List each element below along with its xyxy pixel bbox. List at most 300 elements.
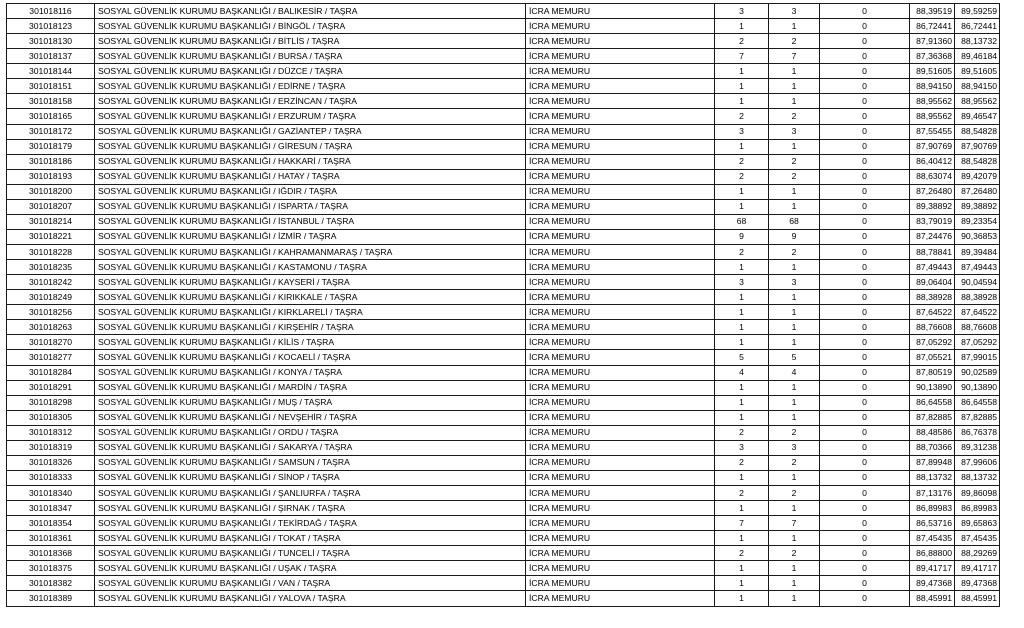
placed-cell: 1 [769,139,820,154]
vacant-cell: 0 [820,486,910,501]
placement-results-table [6,3,1000,607]
table-row [7,245,1000,260]
min-score-cell: 87,13176 [910,486,955,501]
position-code-cell: 301018333 [7,470,95,485]
min-score-cell: 87,90769 [910,139,955,154]
min-score-cell: 87,82885 [910,410,955,425]
title-cell: İCRA MEMURU [526,425,715,440]
table-row [7,440,1000,455]
max-score-cell: 88,76608 [955,320,1000,335]
min-score-cell: 88,70366 [910,440,955,455]
title-cell: İCRA MEMURU [526,245,715,260]
vacant-cell: 0 [820,229,910,244]
vacant-cell: 0 [820,516,910,531]
max-score-cell: 87,99015 [955,350,1000,365]
table-row [7,305,1000,320]
placed-cell: 1 [769,64,820,79]
vacant-cell: 0 [820,320,910,335]
table-row [7,260,1000,275]
title-cell: İCRA MEMURU [526,79,715,94]
table-row [7,365,1000,380]
quota-cell: 3 [715,275,769,290]
institution-cell: SOSYAL GÜVENLİK KURUMU BAŞKANLIĞI / VAN / TAŞRA [95,576,526,591]
table-row [7,19,1000,34]
quota-cell: 2 [715,34,769,49]
min-score-cell: 86,40412 [910,154,955,169]
institution-cell: SOSYAL GÜVENLİK KURUMU BAŞKANLIĞI / SAKARYA / TAŞRA [95,440,526,455]
position-code-cell: 301018214 [7,214,95,229]
position-code-cell: 301018326 [7,455,95,470]
title-cell: İCRA MEMURU [526,4,715,19]
quota-cell: 1 [715,79,769,94]
min-score-cell: 88,48586 [910,425,955,440]
vacant-cell: 0 [820,139,910,154]
institution-cell: SOSYAL GÜVENLİK KURUMU BAŞKANLIĞI / IĞDIR / TAŞRA [95,184,526,199]
quota-cell: 1 [715,305,769,320]
position-code-cell: 301018116 [7,4,95,19]
institution-cell: SOSYAL GÜVENLİK KURUMU BAŞKANLIĞI / KİLİS / TAŞRA [95,335,526,350]
institution-cell: SOSYAL GÜVENLİK KURUMU BAŞKANLIĞI / KAHRAMANMARAŞ / TAŞRA [95,245,526,260]
max-score-cell: 88,95562 [955,94,1000,109]
position-code-cell: 301018193 [7,169,95,184]
max-score-cell: 88,38928 [955,290,1000,305]
institution-cell: SOSYAL GÜVENLİK KURUMU BAŞKANLIĞI / ŞIRNAK / TAŞRA [95,501,526,516]
placed-cell: 2 [769,245,820,260]
table-row [7,410,1000,425]
institution-cell: SOSYAL GÜVENLİK KURUMU BAŞKANLIĞI / İSTANBUL / TAŞRA [95,214,526,229]
placed-cell: 2 [769,486,820,501]
vacant-cell: 0 [820,260,910,275]
max-score-cell: 87,99606 [955,455,1000,470]
institution-cell: SOSYAL GÜVENLİK KURUMU BAŞKANLIĞI / ERZURUM / TAŞRA [95,109,526,124]
quota-cell: 3 [715,440,769,455]
title-cell: İCRA MEMURU [526,305,715,320]
quota-cell: 1 [715,64,769,79]
position-code-cell: 301018284 [7,365,95,380]
min-score-cell: 88,94150 [910,79,955,94]
quota-cell: 1 [715,139,769,154]
vacant-cell: 0 [820,576,910,591]
quota-cell: 5 [715,350,769,365]
institution-cell: SOSYAL GÜVENLİK KURUMU BAŞKANLIĞI / UŞAK / TAŞRA [95,561,526,576]
placed-cell: 1 [769,470,820,485]
vacant-cell: 0 [820,275,910,290]
title-cell: İCRA MEMURU [526,516,715,531]
institution-cell: SOSYAL GÜVENLİK KURUMU BAŞKANLIĞI / KAYSERİ / TAŞRA [95,275,526,290]
institution-cell: SOSYAL GÜVENLİK KURUMU BAŞKANLIĞI / MUŞ / TAŞRA [95,395,526,410]
vacant-cell: 0 [820,94,910,109]
min-score-cell: 86,64558 [910,395,955,410]
max-score-cell: 88,13732 [955,470,1000,485]
min-score-cell: 89,41717 [910,561,955,576]
quota-cell: 1 [715,470,769,485]
title-cell: İCRA MEMURU [526,546,715,561]
max-score-cell: 89,47368 [955,576,1000,591]
max-score-cell: 90,13890 [955,380,1000,395]
title-cell: İCRA MEMURU [526,380,715,395]
placed-cell: 9 [769,229,820,244]
placed-cell: 5 [769,350,820,365]
placed-cell: 3 [769,4,820,19]
table-row [7,169,1000,184]
vacant-cell: 0 [820,109,910,124]
table-row [7,79,1000,94]
placed-cell: 3 [769,440,820,455]
min-score-cell: 88,13732 [910,470,955,485]
placed-cell: 7 [769,516,820,531]
position-code-cell: 301018151 [7,79,95,94]
min-score-cell: 87,36368 [910,49,955,64]
quota-cell: 2 [715,245,769,260]
quota-cell: 1 [715,591,769,606]
min-score-cell: 86,89983 [910,501,955,516]
title-cell: İCRA MEMURU [526,410,715,425]
placed-cell: 3 [769,275,820,290]
placed-cell: 1 [769,335,820,350]
vacant-cell: 0 [820,4,910,19]
placed-cell: 1 [769,19,820,34]
institution-cell: SOSYAL GÜVENLİK KURUMU BAŞKANLIĞI / ERZİNCAN / TAŞRA [95,94,526,109]
placed-cell: 2 [769,34,820,49]
quota-cell: 1 [715,410,769,425]
position-code-cell: 301018270 [7,335,95,350]
title-cell: İCRA MEMURU [526,455,715,470]
max-score-cell: 89,23354 [955,214,1000,229]
table-row [7,184,1000,199]
table-row [7,335,1000,350]
min-score-cell: 87,89948 [910,455,955,470]
table-row [7,425,1000,440]
vacant-cell: 0 [820,425,910,440]
title-cell: İCRA MEMURU [526,260,715,275]
title-cell: İCRA MEMURU [526,154,715,169]
min-score-cell: 86,53716 [910,516,955,531]
min-score-cell: 87,49443 [910,260,955,275]
vacant-cell: 0 [820,245,910,260]
max-score-cell: 87,82885 [955,410,1000,425]
quota-cell: 2 [715,455,769,470]
table-row [7,576,1000,591]
placed-cell: 1 [769,79,820,94]
table-row [7,395,1000,410]
institution-cell: SOSYAL GÜVENLİK KURUMU BAŞKANLIĞI / ORDU / TAŞRA [95,425,526,440]
placed-cell: 1 [769,561,820,576]
vacant-cell: 0 [820,124,910,139]
max-score-cell: 89,46184 [955,49,1000,64]
quota-cell: 1 [715,19,769,34]
quota-cell: 1 [715,380,769,395]
title-cell: İCRA MEMURU [526,290,715,305]
max-score-cell: 89,42079 [955,169,1000,184]
table-row [7,229,1000,244]
title-cell: İCRA MEMURU [526,94,715,109]
vacant-cell: 0 [820,214,910,229]
table-row [7,516,1000,531]
institution-cell: SOSYAL GÜVENLİK KURUMU BAŞKANLIĞI / KONYA / TAŞRA [95,365,526,380]
table-row [7,109,1000,124]
position-code-cell: 301018130 [7,34,95,49]
max-score-cell: 87,49443 [955,260,1000,275]
title-cell: İCRA MEMURU [526,576,715,591]
quota-cell: 1 [715,576,769,591]
quota-cell: 68 [715,214,769,229]
max-score-cell: 87,05292 [955,335,1000,350]
position-code-cell: 301018389 [7,591,95,606]
min-score-cell: 87,91360 [910,34,955,49]
min-score-cell: 87,24476 [910,229,955,244]
institution-cell: SOSYAL GÜVENLİK KURUMU BAŞKANLIĞI / EDİRNE / TAŞRA [95,79,526,94]
min-score-cell: 88,38928 [910,290,955,305]
max-score-cell: 89,86098 [955,486,1000,501]
position-code-cell: 301018263 [7,320,95,335]
title-cell: İCRA MEMURU [526,229,715,244]
position-code-cell: 301018375 [7,561,95,576]
max-score-cell: 89,31238 [955,440,1000,455]
position-code-cell: 301018158 [7,94,95,109]
table-row [7,380,1000,395]
vacant-cell: 0 [820,290,910,305]
title-cell: İCRA MEMURU [526,214,715,229]
min-score-cell: 88,63074 [910,169,955,184]
vacant-cell: 0 [820,350,910,365]
title-cell: İCRA MEMURU [526,395,715,410]
institution-cell: SOSYAL GÜVENLİK KURUMU BAŞKANLIĞI / SİNOP / TAŞRA [95,470,526,485]
table-row [7,49,1000,64]
table-row [7,4,1000,19]
placed-cell: 1 [769,184,820,199]
position-code-cell: 301018249 [7,290,95,305]
institution-cell: SOSYAL GÜVENLİK KURUMU BAŞKANLIĞI / TUNCELİ / TAŞRA [95,546,526,561]
vacant-cell: 0 [820,501,910,516]
quota-cell: 1 [715,335,769,350]
max-score-cell: 89,46547 [955,109,1000,124]
table-row [7,531,1000,546]
institution-cell: SOSYAL GÜVENLİK KURUMU BAŞKANLIĞI / SAMSUN / TAŞRA [95,455,526,470]
table-row [7,34,1000,49]
institution-cell: SOSYAL GÜVENLİK KURUMU BAŞKANLIĞI / KOCAELİ / TAŞRA [95,350,526,365]
title-cell: İCRA MEMURU [526,169,715,184]
placed-cell: 1 [769,380,820,395]
quota-cell: 2 [715,486,769,501]
table-row [7,320,1000,335]
institution-cell: SOSYAL GÜVENLİK KURUMU BAŞKANLIĞI / BİNGÖL / TAŞRA [95,19,526,34]
placed-cell: 3 [769,124,820,139]
placed-cell: 1 [769,576,820,591]
placed-cell: 2 [769,425,820,440]
quota-cell: 7 [715,49,769,64]
vacant-cell: 0 [820,335,910,350]
position-code-cell: 301018305 [7,410,95,425]
vacant-cell: 0 [820,410,910,425]
min-score-cell: 88,76608 [910,320,955,335]
table-row [7,486,1000,501]
min-score-cell: 83,79019 [910,214,955,229]
quota-cell: 9 [715,229,769,244]
max-score-cell: 87,26480 [955,184,1000,199]
title-cell: İCRA MEMURU [526,440,715,455]
position-code-cell: 301018340 [7,486,95,501]
table-row [7,350,1000,365]
min-score-cell: 87,64522 [910,305,955,320]
institution-cell: SOSYAL GÜVENLİK KURUMU BAŞKANLIĞI / NEVŞEHİR / TAŞRA [95,410,526,425]
quota-cell: 7 [715,516,769,531]
max-score-cell: 89,39484 [955,245,1000,260]
table-row [7,470,1000,485]
quota-cell: 1 [715,290,769,305]
institution-cell: SOSYAL GÜVENLİK KURUMU BAŞKANLIĞI / MARDİN / TAŞRA [95,380,526,395]
min-score-cell: 89,47368 [910,576,955,591]
vacant-cell: 0 [820,34,910,49]
table-row [7,455,1000,470]
institution-cell: SOSYAL GÜVENLİK KURUMU BAŞKANLIĞI / KASTAMONU / TAŞRA [95,260,526,275]
placed-cell: 1 [769,591,820,606]
max-score-cell: 87,45435 [955,531,1000,546]
max-score-cell: 86,72441 [955,19,1000,34]
placed-cell: 68 [769,214,820,229]
title-cell: İCRA MEMURU [526,365,715,380]
table-row [7,94,1000,109]
quota-cell: 1 [715,561,769,576]
table-row [7,561,1000,576]
max-score-cell: 88,45991 [955,591,1000,606]
title-cell: İCRA MEMURU [526,486,715,501]
min-score-cell: 87,05521 [910,350,955,365]
min-score-cell: 87,80519 [910,365,955,380]
max-score-cell: 89,38892 [955,199,1000,214]
max-score-cell: 86,89983 [955,501,1000,516]
position-code-cell: 301018368 [7,546,95,561]
max-score-cell: 88,29269 [955,546,1000,561]
position-code-cell: 301018235 [7,260,95,275]
placed-cell: 2 [769,546,820,561]
max-score-cell: 89,59259 [955,4,1000,19]
position-code-cell: 301018123 [7,19,95,34]
institution-cell: SOSYAL GÜVENLİK KURUMU BAŞKANLIĞI / DÜZCE / TAŞRA [95,64,526,79]
quota-cell: 1 [715,531,769,546]
min-score-cell: 88,45991 [910,591,955,606]
placed-cell: 1 [769,199,820,214]
placed-cell: 1 [769,305,820,320]
placed-cell: 2 [769,169,820,184]
quota-cell: 3 [715,124,769,139]
position-code-cell: 301018179 [7,139,95,154]
vacant-cell: 0 [820,561,910,576]
placed-cell: 2 [769,455,820,470]
min-score-cell: 87,45435 [910,531,955,546]
title-cell: İCRA MEMURU [526,470,715,485]
title-cell: İCRA MEMURU [526,139,715,154]
institution-cell: SOSYAL GÜVENLİK KURUMU BAŞKANLIĞI / YALOVA / TAŞRA [95,591,526,606]
position-code-cell: 301018200 [7,184,95,199]
institution-cell: SOSYAL GÜVENLİK KURUMU BAŞKANLIĞI / ŞANLIURFA / TAŞRA [95,486,526,501]
max-score-cell: 88,94150 [955,79,1000,94]
table-row [7,154,1000,169]
vacant-cell: 0 [820,199,910,214]
table-row [7,290,1000,305]
position-code-cell: 301018144 [7,64,95,79]
vacant-cell: 0 [820,79,910,94]
placed-cell: 1 [769,395,820,410]
institution-cell: SOSYAL GÜVENLİK KURUMU BAŞKANLIĞI / BALIKESİR / TAŞRA [95,4,526,19]
quota-cell: 1 [715,320,769,335]
vacant-cell: 0 [820,470,910,485]
position-code-cell: 301018354 [7,516,95,531]
vacant-cell: 0 [820,546,910,561]
title-cell: İCRA MEMURU [526,109,715,124]
institution-cell: SOSYAL GÜVENLİK KURUMU BAŞKANLIĞI / ISPARTA / TAŞRA [95,199,526,214]
max-score-cell: 89,65863 [955,516,1000,531]
min-score-cell: 88,78841 [910,245,955,260]
title-cell: İCRA MEMURU [526,199,715,214]
quota-cell: 1 [715,184,769,199]
quota-cell: 2 [715,109,769,124]
min-score-cell: 88,39519 [910,4,955,19]
institution-cell: SOSYAL GÜVENLİK KURUMU BAŞKANLIĞI / BURSA / TAŞRA [95,49,526,64]
placed-cell: 1 [769,320,820,335]
title-cell: İCRA MEMURU [526,531,715,546]
position-code-cell: 301018361 [7,531,95,546]
position-code-cell: 301018186 [7,154,95,169]
position-code-cell: 301018319 [7,440,95,455]
vacant-cell: 0 [820,395,910,410]
placed-cell: 1 [769,410,820,425]
title-cell: İCRA MEMURU [526,591,715,606]
quota-cell: 3 [715,4,769,19]
institution-cell: SOSYAL GÜVENLİK KURUMU BAŞKANLIĞI / TEKİRDAĞ / TAŞRA [95,516,526,531]
max-score-cell: 88,13732 [955,34,1000,49]
table-row [7,275,1000,290]
institution-cell: SOSYAL GÜVENLİK KURUMU BAŞKANLIĞI / BİTLİS / TAŞRA [95,34,526,49]
table-row [7,546,1000,561]
table-row [7,501,1000,516]
institution-cell: SOSYAL GÜVENLİK KURUMU BAŞKANLIĞI / HAKKARİ / TAŞRA [95,154,526,169]
title-cell: İCRA MEMURU [526,19,715,34]
placed-cell: 2 [769,109,820,124]
quota-cell: 1 [715,94,769,109]
placed-cell: 1 [769,94,820,109]
vacant-cell: 0 [820,154,910,169]
table-body [7,4,1000,607]
min-score-cell: 89,38892 [910,199,955,214]
min-score-cell: 86,72441 [910,19,955,34]
position-code-cell: 301018165 [7,109,95,124]
max-score-cell: 86,76378 [955,425,1000,440]
placed-cell: 2 [769,154,820,169]
table-row [7,139,1000,154]
min-score-cell: 90,13890 [910,380,955,395]
max-score-cell: 90,36853 [955,229,1000,244]
position-code-cell: 301018207 [7,199,95,214]
min-score-cell: 87,55455 [910,124,955,139]
placed-cell: 7 [769,49,820,64]
institution-cell: SOSYAL GÜVENLİK KURUMU BAŞKANLIĞI / İZMİR / TAŞRA [95,229,526,244]
institution-cell: SOSYAL GÜVENLİK KURUMU BAŞKANLIĞI / GAZİANTEP / TAŞRA [95,124,526,139]
quota-cell: 1 [715,501,769,516]
position-code-cell: 301018172 [7,124,95,139]
placed-cell: 1 [769,531,820,546]
placed-cell: 1 [769,260,820,275]
quota-cell: 1 [715,199,769,214]
title-cell: İCRA MEMURU [526,184,715,199]
title-cell: İCRA MEMURU [526,64,715,79]
max-score-cell: 89,51605 [955,64,1000,79]
institution-cell: SOSYAL GÜVENLİK KURUMU BAŞKANLIĞI / KIRŞEHİR / TAŞRA [95,320,526,335]
institution-cell: SOSYAL GÜVENLİK KURUMU BAŞKANLIĞI / KIRKLARELİ / TAŞRA [95,305,526,320]
min-score-cell: 88,95562 [910,109,955,124]
position-code-cell: 301018137 [7,49,95,64]
placed-cell: 1 [769,290,820,305]
quota-cell: 2 [715,169,769,184]
